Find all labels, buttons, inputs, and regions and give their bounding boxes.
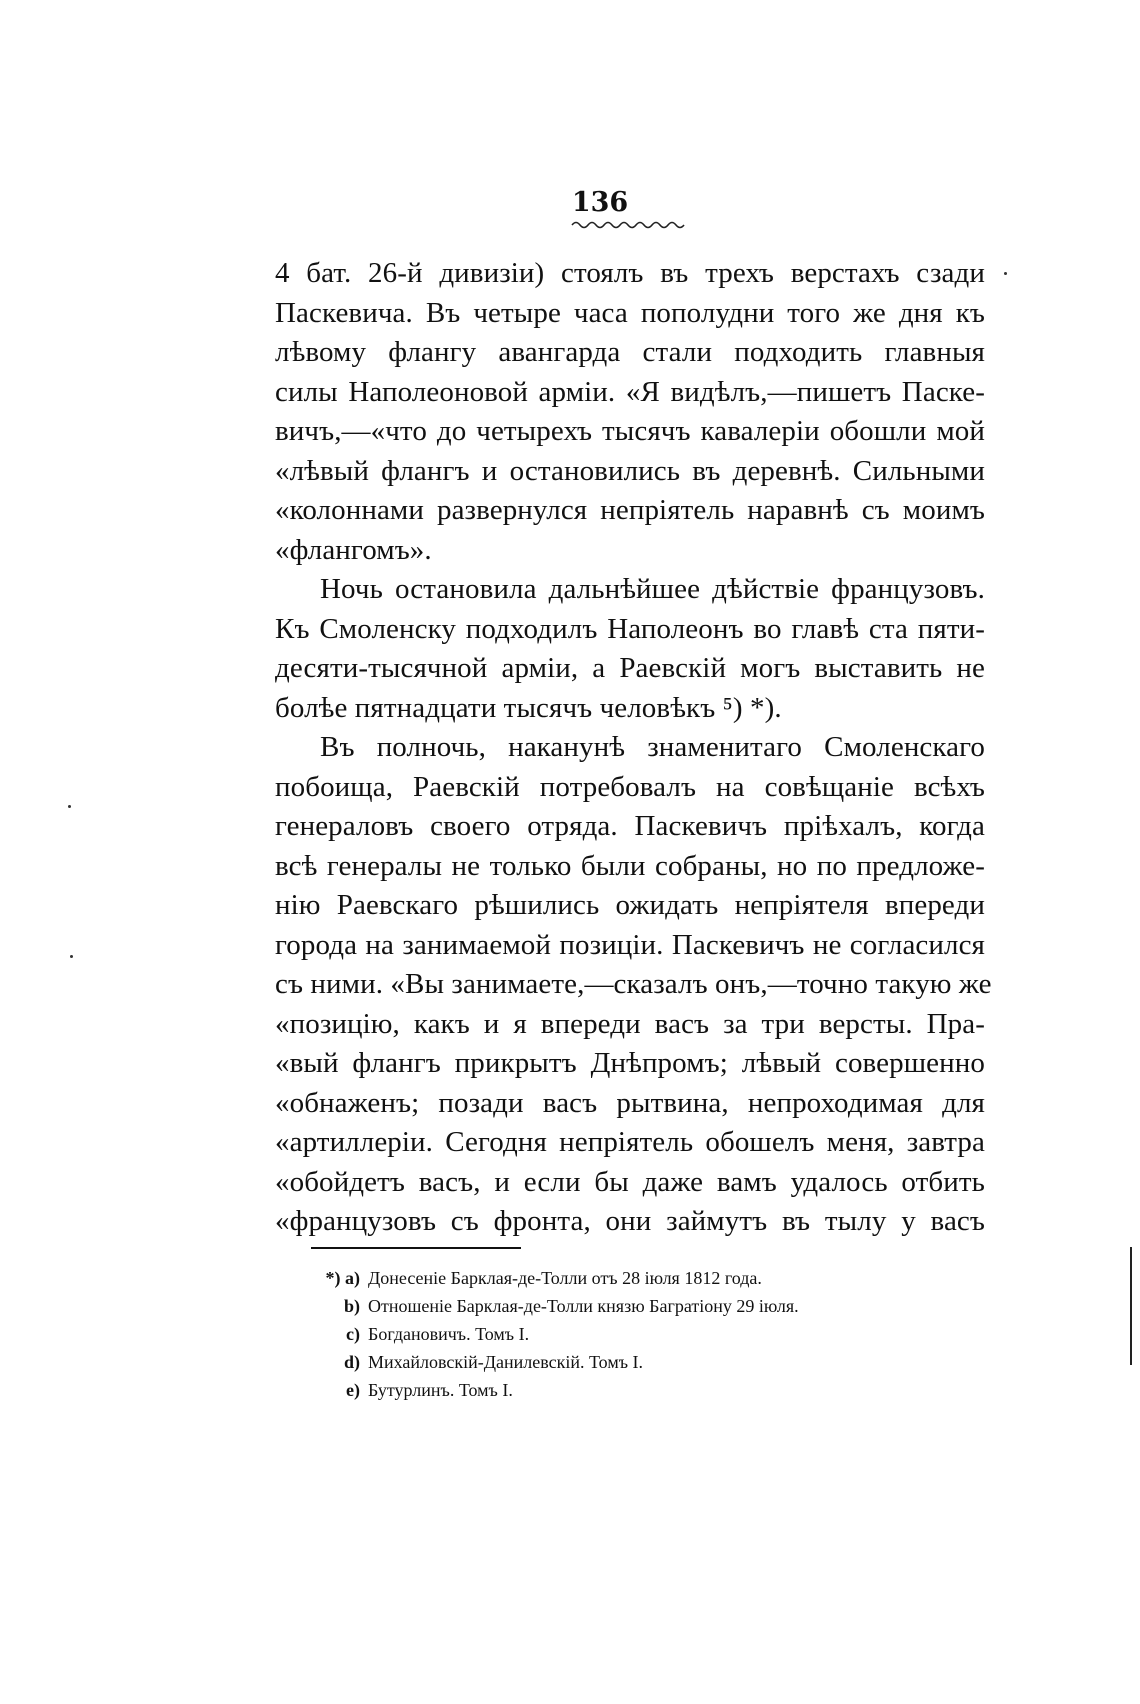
text-line: Въ полночь, наканунѣ знаменитаго Смоленскаго bbox=[320, 731, 985, 763]
footnote-divider bbox=[311, 1247, 521, 1249]
text-line: всѣ генералы не только были собраны, но по предложе- bbox=[275, 849, 985, 882]
text-line: побоища, Раевскій потребовалъ на совѣщаніе всѣхъ bbox=[275, 770, 985, 803]
decorative-ornament bbox=[570, 218, 686, 230]
print-speck bbox=[70, 955, 73, 958]
text-line: «обнаженъ; позади васъ рытвина, непроходимая для bbox=[275, 1086, 985, 1119]
footnotes bbox=[312, 1264, 952, 1404]
text-line: города на занимаемой позиціи. Паскевичъ не согласился bbox=[275, 928, 985, 961]
page-edge-line bbox=[1130, 1247, 1132, 1365]
body-text bbox=[275, 254, 992, 1242]
footnote-text: Отношеніе Барклая-де-Толли князю Багратіону 29 іюля. bbox=[368, 1296, 799, 1316]
text-line: лѣвому флангу авангарда стали подходить главныя bbox=[275, 336, 985, 368]
text-line: съ ними. «Вы занимаете,—сказалъ онъ,—точно такую же bbox=[275, 968, 992, 1000]
footnote-item bbox=[312, 1292, 952, 1320]
text-line: «колоннами развернулся непріятель наравнѣ съ моимъ bbox=[275, 494, 985, 526]
footnote-marker: *) a) bbox=[325, 1268, 360, 1288]
text-line: 4 бат. 26-й дивизіи) стоялъ въ трехъ верстахъ сзади bbox=[275, 257, 985, 289]
text-line: «позицію, какъ и я впереди васъ за три версты. Пра- bbox=[275, 1007, 985, 1040]
footnote-text: Богдановичъ. Томъ I. bbox=[368, 1324, 530, 1344]
text-line: генераловъ своего отряда. Паскевичъ пріѣхалъ, когда bbox=[275, 810, 985, 842]
text-line: вичъ,—«что до четырехъ тысячъ кавалеріи обошли мой bbox=[275, 415, 985, 447]
text-line: «артиллеріи. Сегодня непріятель обошелъ меня, завтра bbox=[275, 1126, 985, 1158]
footnote-item bbox=[312, 1320, 952, 1348]
footnote-marker: d) bbox=[343, 1352, 360, 1372]
footnote-item bbox=[312, 1264, 952, 1292]
footnote-marker: b) bbox=[343, 1296, 360, 1316]
text-line: «обойдетъ васъ, и если бы даже вамъ удалось отбить bbox=[275, 1165, 985, 1198]
footnote-marker: c) bbox=[346, 1324, 360, 1344]
footnote-item bbox=[312, 1376, 952, 1404]
text-line: десяти-тысячной арміи, а Раевскій могъ выставить не bbox=[275, 652, 985, 684]
text-line: болѣе пятнадцати тысячъ человѣкъ ⁵) *). bbox=[275, 691, 782, 724]
footnote-item bbox=[312, 1348, 952, 1376]
text-line: «лѣвый флангъ и остановились въ деревнѣ. Сильными bbox=[275, 454, 985, 487]
print-speck bbox=[1004, 272, 1007, 275]
text-line: «французовъ съ фронта, они займутъ въ тылу у васъ bbox=[275, 1205, 985, 1237]
text-line: Ночь остановила дальнѣйшее дѣйствіе французовъ. bbox=[320, 573, 985, 605]
text-line: силы Наполеоновой арміи. «Я видѣлъ,—пишетъ Паске- bbox=[275, 375, 985, 408]
page-number: 136 bbox=[571, 187, 629, 218]
footnote-text: Донесеніе Барклая-де-Толли отъ 28 іюля 1812 года. bbox=[368, 1268, 762, 1288]
text-line: «флангомъ». bbox=[275, 533, 432, 566]
text-line: Паскевича. Въ четыре часа пополудни того же дня къ bbox=[275, 296, 985, 329]
text-line: Къ Смоленску подходилъ Наполеонъ во главѣ ста пяти- bbox=[275, 612, 985, 645]
footnote-marker: e) bbox=[346, 1380, 360, 1400]
footnote-text: Бутурлинъ. Томъ I. bbox=[368, 1380, 513, 1400]
text-line: нію Раевскаго рѣшились ожидать непріятеля впереди bbox=[275, 889, 985, 921]
footnote-text: Михайловскій-Данилевскій. Томъ I. bbox=[368, 1352, 644, 1372]
print-speck bbox=[68, 805, 71, 808]
text-line: «вый флангъ прикрытъ Днѣпромъ; лѣвый совершенно bbox=[275, 1047, 985, 1079]
